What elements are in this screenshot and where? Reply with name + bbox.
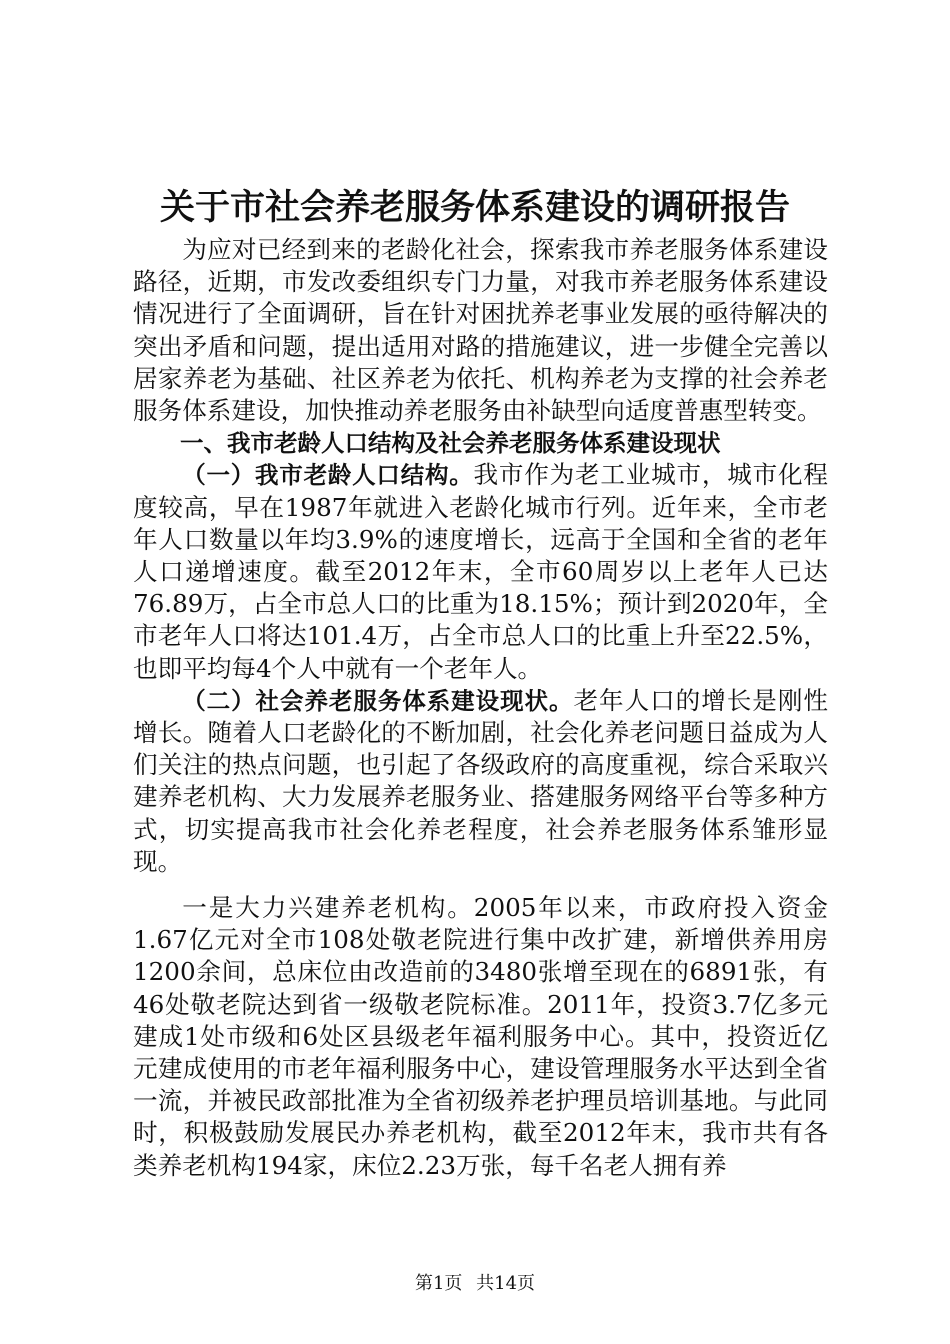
document-title: 关于市社会养老服务体系建设的调研报告 <box>159 188 790 228</box>
intro-paragraph: 为应对已经到来的老龄化社会，探索我市养老服务体系建设路径，近期，市发改委组织专门力量，对我市养老服务体系建设情况进行了全面调研，旨在针对困扰养老事业发展的亟待解决的突出矛盾和问题，提出适用对路的措施建议，进一步健全完善以居家养老为基础、社区养老为依托、机构养老为支撑的社会养老服务体系建设，加快推动养老服务由补缺型向适度普惠型转变。 <box>133 235 828 426</box>
page-footer <box>0 1272 950 1296</box>
section-1-lead: （一）我市老龄人口结构。 <box>182 461 474 490</box>
page-total: 共14页 <box>476 1273 536 1294</box>
section-2-paragraph <box>133 685 828 878</box>
page-number: 第1页 <box>414 1273 463 1294</box>
document-body <box>133 234 828 1182</box>
section-2-lead: （二）社会养老服务体系建设现状。 <box>182 686 574 715</box>
item-1-paragraph: 一是大力兴建养老机构。2005年以来，市政府投入资金1.67亿元对全市108处敬老院进行集中改扩建，新增供养用房1200余间，总床位由改造前的3480张增至现在的6891张，有46处敬老院达到省一级敬老院标准。2011年，投资3.7亿多元建成1处市级和6处区县级老年福利服务中心。其中，投资近亿元建成使用的市老年福利服务中心，建设管理服务水平达到全省一流，并被民政部批准为全省初级养老护理员培训基地。与此同时，积极鼓励发展民办养老机构，截至2012年末，我市共有各类养老机构194家，床位2.23万张，每千名老人拥有养 <box>133 893 828 1180</box>
section-1-paragraph <box>133 459 828 684</box>
section-heading-1: 一、我市老龄人口结构及社会养老服务体系建设现状 <box>180 429 721 458</box>
section-1-text: 我市作为老工业城市，城市化程度较高，早在1987年就进入老龄化城市行列。近年来，全市老年人口数量以年均3.9%的速度增长，远高于全国和全省的老年人口递增速度。截至2012年末，全市60周岁以上老年人已达76.89万，占全市总人口的比重为18.15%；预计到2020年，全市老年人口将达101.4万，占全市总人口的比重上升至22.5%，也即平均每4个人中就有一个老年人。 <box>133 460 828 683</box>
section-2-text: 老年人口的增长是刚性增长。随着人口老龄化的不断加剧，社会化养老问题日益成为人们关注的热点问题，也引起了各级政府的高度重视，综合采取兴建养老机构、大力发展养老服务业、搭建服务网络平台等多种方式，切实提高我市社会化养老程度，社会养老服务体系雏形显现。 <box>133 685 828 876</box>
